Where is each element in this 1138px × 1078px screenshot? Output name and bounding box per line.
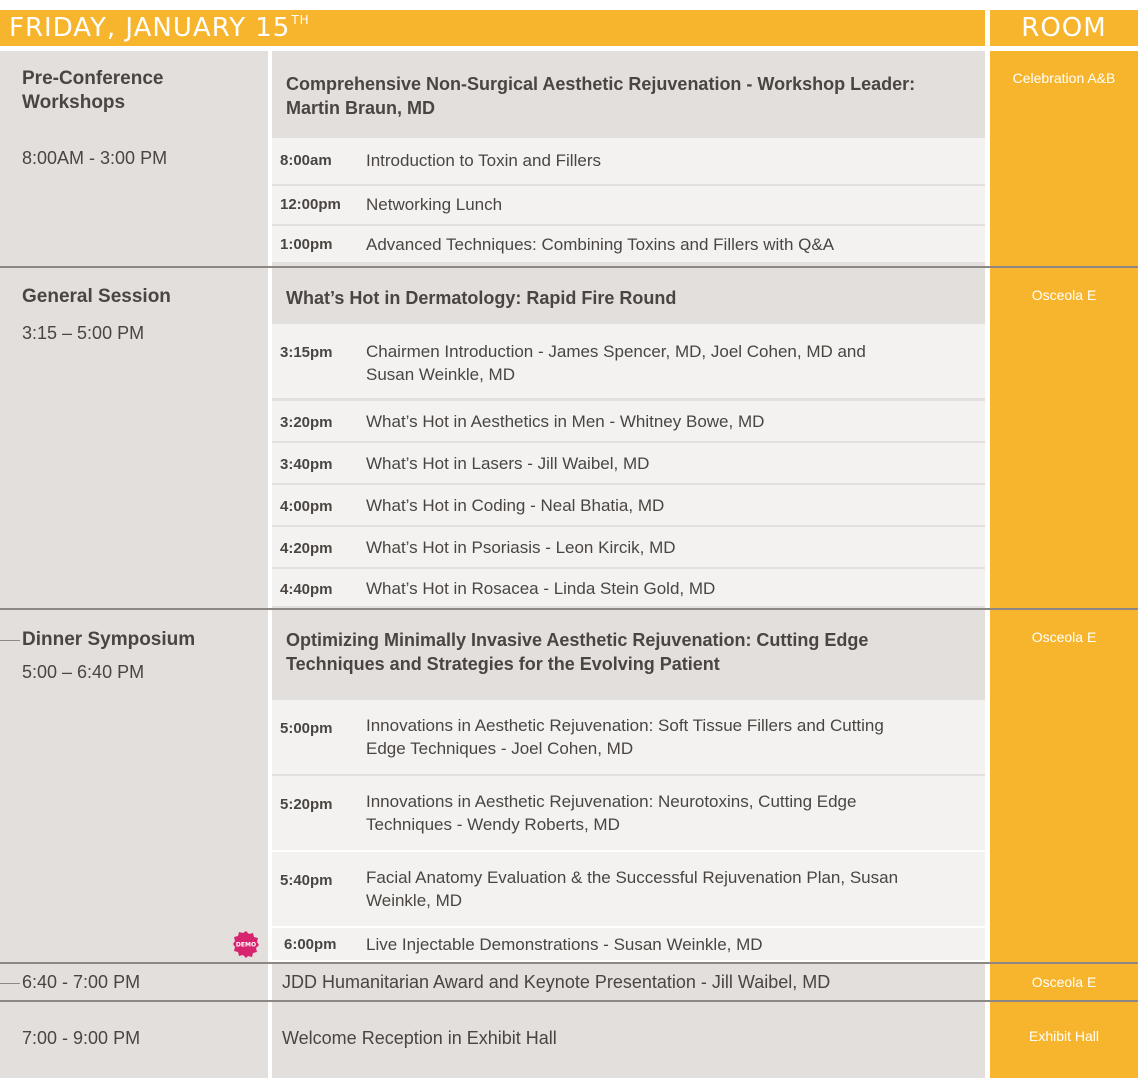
schedule-row — [272, 138, 985, 184]
workshops-room: Celebration A&B — [1012, 70, 1116, 86]
general-title: What’s Hot in Dermatology: Rapid Fire Round — [286, 288, 677, 308]
general-left-panel — [0, 268, 268, 608]
award-time: 6:40 - 7:00 PM — [22, 972, 141, 992]
row-text: Live Injectable Demonstrations - Susan Weinkle, MD — [366, 935, 763, 954]
row-text: What’s Hot in Rosacea - Linda Stein Gold, MD — [366, 579, 716, 598]
general-category: General Session — [22, 286, 171, 307]
schedule-row — [272, 527, 985, 567]
schedule-row — [272, 226, 985, 262]
row-text: Facial Anatomy Evaluation & the Successful Rejuvenation Plan, Susan Weinkle, MD — [366, 868, 899, 910]
schedule-row — [272, 401, 985, 441]
row-text: Introduction to Toxin and Fillers — [366, 151, 601, 170]
reception-time: 7:00 - 9:00 PM — [22, 1028, 141, 1048]
row-text: What’s Hot in Aesthetics in Men - Whitney Bowe, MD — [366, 412, 765, 431]
dinner-category: Dinner Symposium — [22, 629, 196, 650]
row-text: Innovations in Aesthetic Rejuvenation: Soft Tissue Fillers and Cutting Edge Techniques - Joel Cohen, MD — [366, 716, 884, 758]
reception-text: Welcome Reception in Exhibit Hall — [282, 1028, 557, 1048]
schedule-row — [272, 186, 985, 224]
dinner-time: 5:00 – 6:40 PM — [22, 662, 145, 682]
row-text: What’s Hot in Lasers - Jill Waibel, MD — [366, 454, 650, 473]
reception-room: Exhibit Hall — [1028, 1028, 1100, 1044]
row-time: 4:40pm — [280, 581, 333, 598]
schedule-row — [272, 485, 985, 525]
dinner-left-panel-ext — [0, 700, 268, 962]
award-room: Osceola E — [1031, 974, 1097, 990]
room-header: ROOM — [990, 10, 1138, 46]
connector-line — [0, 640, 20, 641]
row-text: Advanced Techniques: Combining Toxins and Fillers with Q&A — [366, 235, 835, 254]
row-text: What’s Hot in Psoriasis - Leon Kircik, MD — [366, 538, 676, 557]
row-time: 6:00pm — [284, 936, 337, 953]
schedule-row — [272, 776, 985, 850]
schedule-row — [272, 852, 985, 926]
workshops-title: Comprehensive Non-Surgical Aesthetic Rejuvenation - Workshop Leader: Martin Braun, MD — [286, 74, 916, 118]
day-header — [0, 10, 985, 46]
general-room-panel — [990, 268, 1138, 608]
row-time: 5:00pm — [280, 720, 333, 737]
row-time: 3:20pm — [280, 414, 333, 431]
demo-badge-icon — [232, 930, 260, 958]
row-time: 1:00pm — [280, 236, 333, 253]
connector-line — [0, 983, 20, 984]
row-text: Networking Lunch — [366, 195, 503, 214]
dinner-room: Osceola E — [1031, 629, 1097, 645]
row-time: 3:15pm — [280, 344, 333, 361]
dinner-room-panel-ext — [990, 700, 1138, 962]
schedule-row — [272, 700, 985, 774]
row-text: Innovations in Aesthetic Rejuvenation: Neurotoxins, Cutting Edge Techniques - Wendy Roberts, MD — [366, 792, 857, 834]
general-room: Osceola E — [1031, 287, 1097, 303]
general-time: 3:15 – 5:00 PM — [22, 323, 145, 343]
workshops-time: 8:00AM - 3:00 PM — [22, 148, 168, 168]
schedule-row — [272, 443, 985, 483]
row-time: 5:20pm — [280, 796, 333, 813]
workshops-category: Pre-Conference Workshops — [22, 68, 164, 113]
row-time: 4:20pm — [280, 540, 333, 557]
schedule-row — [272, 569, 985, 606]
day-suffix: TH — [291, 13, 310, 27]
day-label: FRIDAY, JANUARY 15 — [9, 13, 291, 43]
row-time: 3:40pm — [280, 456, 333, 473]
demo-badge-label: DEMO — [235, 941, 257, 949]
row-text: What’s Hot in Coding - Neal Bhatia, MD — [366, 496, 665, 515]
row-time: 4:00pm — [280, 498, 333, 515]
award-text: JDD Humanitarian Award and Keynote Presentation - Jill Waibel, MD — [282, 972, 831, 992]
row-time: 8:00am — [280, 152, 332, 169]
row-text: Chairmen Introduction - James Spencer, MD, Joel Cohen, MD and Susan Weinkle, MD — [366, 342, 866, 384]
row-time: 5:40pm — [280, 872, 333, 889]
schedule-row — [272, 324, 985, 398]
schedule-row — [272, 928, 985, 960]
dinner-title: Optimizing Minimally Invasive Aesthetic Rejuvenation: Cutting Edge Techniques and Strategies for the Evolving Patient — [286, 630, 869, 674]
row-time: 12:00pm — [280, 196, 341, 213]
